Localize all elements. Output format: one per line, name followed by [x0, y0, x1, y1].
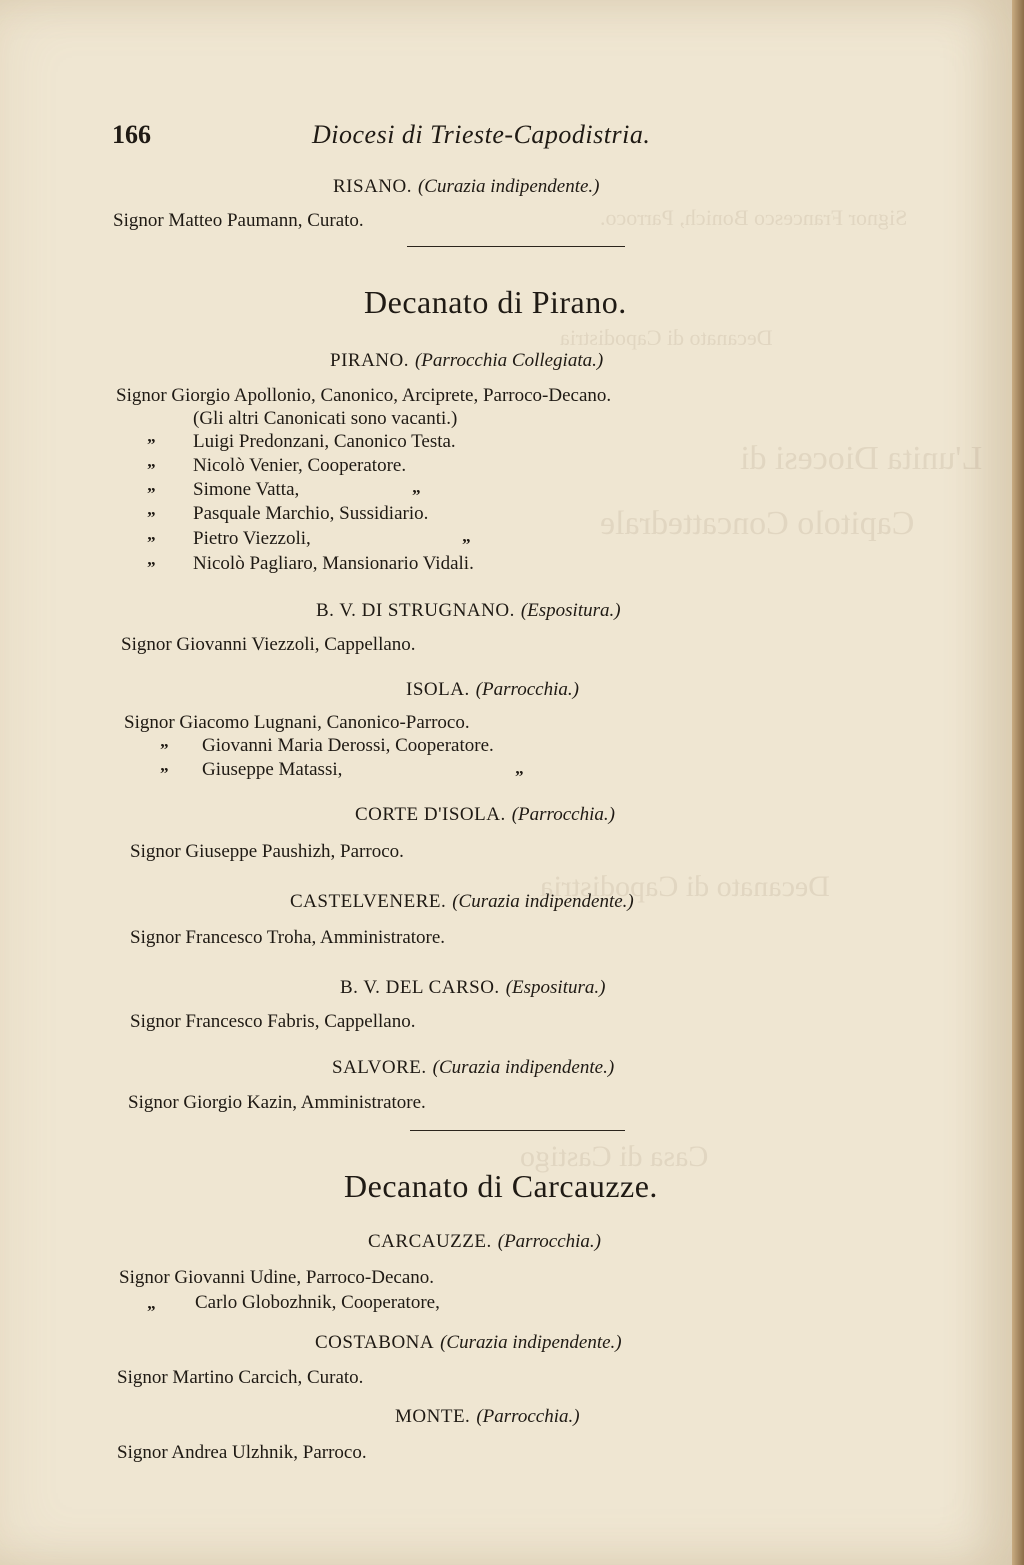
parish-name: ISOLA. [406, 679, 470, 700]
section-heading-costabona [315, 1332, 622, 1354]
parish-type: (Curazia indipendente.) [432, 1057, 615, 1078]
ditto-mark: ” [462, 535, 471, 554]
entry-line: Luigi Predonzani, Canonico Testa. [193, 431, 456, 452]
entry-line: Pasquale Marchio, Sussidiario. [193, 503, 429, 524]
parish-type: (Curazia indipendente.) [452, 891, 634, 912]
parish-name: CARCAUZZE. [368, 1231, 492, 1252]
bleed-through-text: Signor Francesco Bonich, Parroco. [600, 205, 908, 230]
section-heading-salvore [332, 1057, 614, 1079]
entry-line: Signor Matteo Paumann, Curato. [113, 210, 364, 231]
parish-type: (Parrocchia.) [497, 1231, 601, 1252]
ditto-mark: ” [147, 558, 156, 577]
parish-name: PIRANO. [330, 350, 409, 371]
parish-type: (Espositura.) [520, 600, 621, 621]
section-heading-monte [395, 1406, 580, 1428]
section-heading-corte-isola [355, 804, 615, 826]
ditto-mark: ” [147, 484, 156, 503]
parish-name: CORTE D'ISOLA. [355, 804, 506, 825]
bleed-through-text: L'unita Diocesi di [740, 440, 983, 477]
parish-name: MONTE. [395, 1406, 471, 1427]
deanery-heading-pirano: Decanato di Pirano. [364, 284, 627, 320]
entry-line: Simone Vatta, [193, 479, 300, 500]
section-heading-pirano [330, 350, 603, 372]
parish-type: (Curazia indipendente.) [417, 176, 600, 197]
section-heading-strugnano [316, 600, 621, 622]
bleed-through-text: Casa di Castigo [520, 1140, 709, 1173]
parish-type: (Curazia indipendente.) [440, 1332, 622, 1353]
parish-name: COSTABONA [315, 1332, 435, 1353]
entry-line: Signor Francesco Troha, Amministratore. [130, 927, 446, 948]
entry-line: Signor Giovanni Udine, Parroco-Decano. [119, 1267, 435, 1288]
parish-type: (Parrocchia.) [475, 679, 579, 700]
parish-type: (Espositura.) [505, 977, 606, 998]
section-heading-risano [333, 176, 600, 198]
ditto-mark: ” [515, 767, 524, 786]
section-heading-carcauzze [368, 1231, 601, 1253]
ditto-mark: ” [160, 740, 169, 759]
ditto-mark: ” [147, 435, 156, 454]
entry-line: Pietro Viezzoli, [193, 528, 311, 549]
bleed-through-text: Decanato di Capodistria [540, 870, 830, 903]
running-title: Diocesi di Trieste-Capodistria. [312, 120, 651, 149]
bleed-through-text: Decanato di Capodistria [560, 325, 773, 350]
ditto-mark: ” [147, 508, 156, 527]
section-divider [407, 246, 625, 247]
entry-line: Signor Andrea Ulzhnik, Parroco. [117, 1442, 367, 1463]
entry-line: Carlo Globozhnik, Cooperatore, [195, 1292, 440, 1313]
entry-line: Signor Giuseppe Paushizh, Parroco. [130, 841, 404, 862]
section-heading-carso [340, 977, 605, 999]
entry-line: Signor Giorgio Kazin, Amministratore. [128, 1092, 426, 1113]
ditto-mark: ” [147, 460, 156, 479]
section-heading-isola [406, 679, 579, 701]
ditto-mark: ” [160, 764, 169, 783]
deanery-heading-carcauzze: Decanato di Carcauzze. [344, 1168, 658, 1204]
section-heading-castelvenere [290, 891, 634, 913]
ditto-mark: ” [147, 1302, 156, 1321]
entry-line: (Gli altri Canonicati sono vacanti.) [193, 408, 458, 429]
page-number: 166 [112, 120, 151, 149]
entry-line: Nicolò Pagliaro, Mansionario Vidali. [193, 553, 474, 574]
parish-name: RISANO. [333, 176, 412, 197]
parish-name: B. V. DI STRUGNANO. [316, 600, 515, 621]
parish-type: (Parrocchia.) [511, 804, 615, 825]
parish-name: SALVORE. [332, 1057, 427, 1078]
entry-line: Signor Giacomo Lugnani, Canonico-Parroco. [124, 712, 470, 733]
ditto-mark: ” [147, 533, 156, 552]
entry-line: Signor Giovanni Viezzoli, Cappellano. [121, 634, 416, 655]
section-divider [410, 1130, 625, 1131]
entry-line: Signor Martino Carcich, Curato. [117, 1367, 364, 1388]
bleed-through-text: Capitolo Concattedrale [600, 505, 915, 542]
entry-line: Signor Giorgio Apollonio, Canonico, Arciprete, Parroco-Decano. [116, 385, 612, 406]
entry-line: Giuseppe Matassi, [202, 759, 343, 780]
entry-line: Nicolò Venier, Cooperatore. [193, 455, 407, 476]
parish-name: CASTELVENERE. [290, 891, 447, 912]
entry-line: Giovanni Maria Derossi, Cooperatore. [202, 735, 494, 756]
parish-name: B. V. DEL CARSO. [340, 977, 500, 998]
page-edge [1012, 0, 1024, 1565]
ditto-mark: ” [412, 486, 421, 505]
entry-line: Signor Francesco Fabris, Cappellano. [130, 1011, 416, 1032]
parish-type: (Parrocchia.) [476, 1406, 580, 1427]
parish-type: (Parrocchia Collegiata.) [414, 350, 604, 371]
